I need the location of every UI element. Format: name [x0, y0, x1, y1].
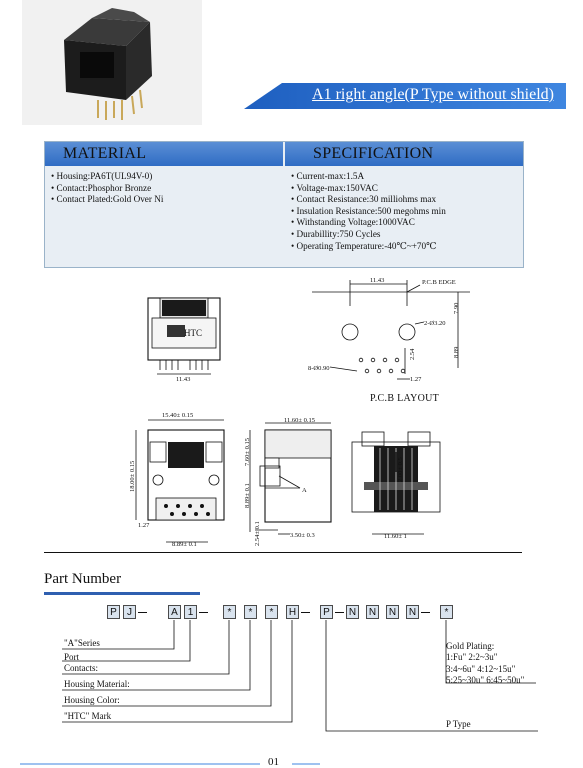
label-htc-mark: "HTC" Mark — [64, 711, 112, 721]
spec-item: • Current-max:1.5A — [291, 171, 446, 183]
pcb-hole-large: 2-Ø3.20 — [424, 320, 446, 327]
spec-item: • Voltage-max:150VAC — [291, 183, 446, 195]
pn-box-8: H — [286, 605, 299, 619]
pcb-v2-dim: 8.89 — [453, 346, 460, 358]
pn-box-9: P — [320, 605, 333, 619]
front-width-dim: 11.43 — [176, 376, 191, 383]
spec-item: • Operating Temperature:-40℃~+70℃ — [291, 241, 446, 253]
side-h2-dim: 8.89± 0.1 — [244, 483, 251, 508]
pn-box-7: * — [265, 605, 278, 619]
material-item: • Contact:Phosphor Bronze — [51, 183, 163, 195]
pcb-edge-label: P.C.B EDGE — [422, 279, 456, 286]
spec-item: • Insulation Resistance:500 megohms min — [291, 206, 446, 218]
label-p-type: P Type — [446, 719, 471, 729]
spec-item: • Contact Resistance:30 milliohms max — [291, 194, 446, 206]
front-logo: HTC — [184, 328, 202, 338]
label-port: Port — [64, 652, 80, 662]
side-h3-dim: 2.54± 0.1 — [254, 521, 261, 546]
pn-box-11: N — [366, 605, 379, 619]
pn-box-4: 1 — [184, 605, 197, 619]
material-header: MATERIAL — [63, 145, 147, 162]
side-depth-dim: 3.50± 0.3 — [290, 532, 315, 539]
bottom-width-dim: 15.40± 0.15 — [162, 412, 194, 419]
specification-header: SPECIFICATION — [313, 145, 434, 162]
page-number: 01 — [268, 756, 279, 768]
back-height-dim: 2.00± 0.5 — [397, 457, 404, 482]
pn-box-3: A — [168, 605, 181, 619]
pn-box-10: N — [346, 605, 359, 619]
gold-plating-line: 1:Fu" 2:2~3u" — [446, 652, 498, 663]
pn-box-6: * — [244, 605, 257, 619]
pcb-pitch-dim: 1.27 — [410, 376, 422, 383]
bottom-height-dim: 18.00± 0.15 — [129, 460, 136, 492]
gold-plating-line: 3:4~6u" 4:12~15u" — [446, 663, 516, 674]
label-housing-material: Housing Material: — [64, 679, 130, 689]
pn-box-13: N — [406, 605, 419, 619]
label-series: "A"Series — [64, 638, 100, 648]
side-h1-dim: 7.60± 0.15 — [244, 438, 251, 466]
pcb-v3-dim: 2.54 — [409, 348, 416, 360]
label-housing-color: Housing Color: — [64, 695, 120, 705]
material-item: • Housing:PA6T(UL94V-0) — [51, 171, 163, 183]
pcb-width-dim: 11.43 — [370, 277, 385, 284]
spec-item: • Withstanding Voltage:1000VAC — [291, 217, 446, 229]
pcb-v1-dim: 7.90 — [453, 302, 460, 314]
pn-box-2: J — [123, 605, 136, 619]
material-item: • Contact Plated:Gold Over Ni — [51, 194, 163, 206]
pn-box-1: P — [107, 605, 120, 619]
pn-box-5: * — [223, 605, 236, 619]
page-title: A1 right angle(P Type without shield) — [312, 86, 554, 103]
pcb-hole-small: 8-Ø0.90 — [308, 365, 330, 372]
bottom-pitch-dim: 1.27 — [138, 522, 150, 529]
back-width-dim: 11.60± 1 — [384, 533, 407, 540]
pcb-layout-caption: P.C.B LAYOUT — [370, 393, 440, 404]
pn-box-12: N — [386, 605, 399, 619]
pn-box-14: * — [440, 605, 453, 619]
side-width-dim: 11.60± 0.15 — [284, 417, 315, 424]
gold-plating-line: Gold Plating: — [446, 641, 495, 651]
label-contacts: Contacts: — [64, 663, 98, 673]
part-number-heading: Part Number — [44, 571, 122, 587]
side-mark-label: A — [302, 487, 307, 494]
gold-plating-line: 5:25~30u" 6:45~50u" — [446, 675, 525, 686]
spec-item: • Durabillity:750 Cycles — [291, 229, 446, 241]
bottom-span-dim: 8.89± 0.1 — [172, 541, 197, 548]
